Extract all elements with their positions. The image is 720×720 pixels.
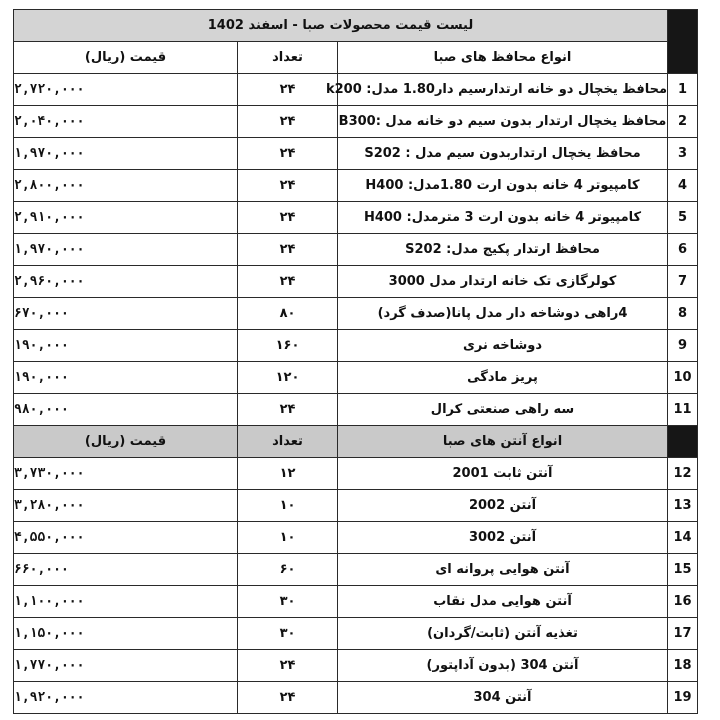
product-name-cell: آنتن 3002 xyxy=(338,522,668,554)
price-cell: ۲,۷۲۰,۰۰۰ xyxy=(14,74,238,106)
price-cell: ۱,۱۰۰,۰۰۰ xyxy=(14,586,238,618)
corner-dark-cell xyxy=(668,426,698,458)
table-row xyxy=(14,618,698,650)
row-number-cell: 15 xyxy=(668,554,698,586)
product-name-cell: آنتن هوایی پروانه ای xyxy=(338,554,668,586)
product-name-cell: تغذیه آنتن (ثابت/گردان) xyxy=(338,618,668,650)
product-name-cell: محافظ یخچال ارتداربدون سیم مدل : S202 xyxy=(338,138,668,170)
row-number-cell: 14 xyxy=(668,522,698,554)
qty-cell: ۲۴ xyxy=(238,234,338,266)
product-name-cell: محافظ ارتدار پکیج مدل: S202 xyxy=(338,234,668,266)
price-column-header: قیمت (ریال) xyxy=(14,426,238,458)
section-heading: انواع آنتن های صبا xyxy=(338,426,668,458)
row-number-cell: 17 xyxy=(668,618,698,650)
price-cell: ۶۶۰,۰۰۰ xyxy=(14,554,238,586)
price-column-header: قیمت (ریال) xyxy=(14,42,238,74)
title-row xyxy=(14,10,698,42)
row-number-cell: 1 xyxy=(668,74,698,106)
price-cell: ۱۹۰,۰۰۰ xyxy=(14,362,238,394)
qty-cell: ۱۲۰ xyxy=(238,362,338,394)
price-cell: ۱۹۰,۰۰۰ xyxy=(14,330,238,362)
table-row xyxy=(14,586,698,618)
product-name-cell: آنتن 304 xyxy=(338,682,668,714)
table-row xyxy=(14,330,698,362)
qty-cell: ۱۲ xyxy=(238,458,338,490)
qty-cell: ۲۴ xyxy=(238,74,338,106)
price-list-body xyxy=(14,10,698,714)
qty-cell: ۱۰ xyxy=(238,522,338,554)
price-cell: ۱,۱۵۰,۰۰۰ xyxy=(14,618,238,650)
price-cell: ۱,۹۷۰,۰۰۰ xyxy=(14,138,238,170)
qty-cell: ۶۰ xyxy=(238,554,338,586)
product-name-cell: 4راهی دوشاخه دار مدل پانا(صدف گرد) xyxy=(338,298,668,330)
qty-cell: ۱۶۰ xyxy=(238,330,338,362)
price-cell: ۳,۲۸۰,۰۰۰ xyxy=(14,490,238,522)
qty-cell: ۲۴ xyxy=(238,682,338,714)
table-row xyxy=(14,650,698,682)
list-title: لیست قیمت محصولات صبا - اسفند 1402 xyxy=(14,10,668,42)
qty-cell: ۸۰ xyxy=(238,298,338,330)
table-row xyxy=(14,138,698,170)
product-name-cell: محافظ یخچال دو خانه ارتدارسیم دار1.80 مدل: k200 xyxy=(338,74,668,106)
table-row xyxy=(14,234,698,266)
corner-dark-cell xyxy=(668,10,698,74)
price-cell: ۱,۹۷۰,۰۰۰ xyxy=(14,234,238,266)
price-cell: ۲,۹۶۰,۰۰۰ xyxy=(14,266,238,298)
product-name-cell: کولرگازی تک خانه ارتدار مدل 3000 xyxy=(338,266,668,298)
qty-cell: ۳۰ xyxy=(238,586,338,618)
row-number-cell: 4 xyxy=(668,170,698,202)
table-row xyxy=(14,394,698,426)
price-cell: ۲,۹۱۰,۰۰۰ xyxy=(14,202,238,234)
qty-column-header: تعداد xyxy=(238,426,338,458)
table-row xyxy=(14,202,698,234)
table-row xyxy=(14,106,698,138)
product-name-cell: آنتن ثابت 2001 xyxy=(338,458,668,490)
product-name-cell: پریز مادگی xyxy=(338,362,668,394)
price-cell: ۳,۷۳۰,۰۰۰ xyxy=(14,458,238,490)
qty-cell: ۲۴ xyxy=(238,106,338,138)
row-number-cell: 18 xyxy=(668,650,698,682)
qty-cell: ۳۰ xyxy=(238,618,338,650)
table-row xyxy=(14,298,698,330)
price-list-table xyxy=(13,9,698,714)
table-row xyxy=(14,490,698,522)
qty-column-header: تعداد xyxy=(238,42,338,74)
section-header-row xyxy=(14,426,698,458)
table-row xyxy=(14,170,698,202)
qty-cell: ۲۴ xyxy=(238,170,338,202)
table-row xyxy=(14,682,698,714)
section-header-row xyxy=(14,42,698,74)
qty-cell: ۲۴ xyxy=(238,138,338,170)
qty-cell: ۱۰ xyxy=(238,490,338,522)
row-number-cell: 3 xyxy=(668,138,698,170)
row-number-cell: 7 xyxy=(668,266,698,298)
product-name-cell: دوشاخه نری xyxy=(338,330,668,362)
price-cell: ۶۷۰,۰۰۰ xyxy=(14,298,238,330)
row-number-cell: 12 xyxy=(668,458,698,490)
product-name-cell: کامپیوتر 4 خانه بدون ارت 3 مترمدل: H400 xyxy=(338,202,668,234)
price-cell: ۱,۹۲۰,۰۰۰ xyxy=(14,682,238,714)
row-number-cell: 6 xyxy=(668,234,698,266)
table-row xyxy=(14,362,698,394)
section-heading: انواع محافظ های صبا xyxy=(338,42,668,74)
table-row xyxy=(14,266,698,298)
qty-cell: ۲۴ xyxy=(238,650,338,682)
row-number-cell: 11 xyxy=(668,394,698,426)
table-row xyxy=(14,74,698,106)
price-cell: ۱,۷۷۰,۰۰۰ xyxy=(14,650,238,682)
price-cell: ۲,۰۴۰,۰۰۰ xyxy=(14,106,238,138)
qty-cell: ۲۴ xyxy=(238,394,338,426)
product-name-cell: سه راهی صنعتی کرال xyxy=(338,394,668,426)
row-number-cell: 19 xyxy=(668,682,698,714)
row-number-cell: 9 xyxy=(668,330,698,362)
product-name-cell: کامپیوتر 4 خانه بدون ارت 1.80مدل: H400 xyxy=(338,170,668,202)
price-cell: ۴,۵۵۰,۰۰۰ xyxy=(14,522,238,554)
row-number-cell: 2 xyxy=(668,106,698,138)
qty-cell: ۲۴ xyxy=(238,266,338,298)
row-number-cell: 8 xyxy=(668,298,698,330)
price-cell: ۲,۸۰۰,۰۰۰ xyxy=(14,170,238,202)
table-row xyxy=(14,458,698,490)
product-name-cell: محافظ یخچال ارتدار بدون سیم دو خانه مدل :B300 xyxy=(338,106,668,138)
product-name-cell: آنتن 2002 xyxy=(338,490,668,522)
row-number-cell: 5 xyxy=(668,202,698,234)
table-row xyxy=(14,522,698,554)
price-cell: ۹۸۰,۰۰۰ xyxy=(14,394,238,426)
row-number-cell: 10 xyxy=(668,362,698,394)
row-number-cell: 16 xyxy=(668,586,698,618)
row-number-cell: 13 xyxy=(668,490,698,522)
qty-cell: ۲۴ xyxy=(238,202,338,234)
product-name-cell: آنتن 304 (بدون آداپتور) xyxy=(338,650,668,682)
product-name-cell: آنتن هوایی مدل نقاب xyxy=(338,586,668,618)
table-row xyxy=(14,554,698,586)
